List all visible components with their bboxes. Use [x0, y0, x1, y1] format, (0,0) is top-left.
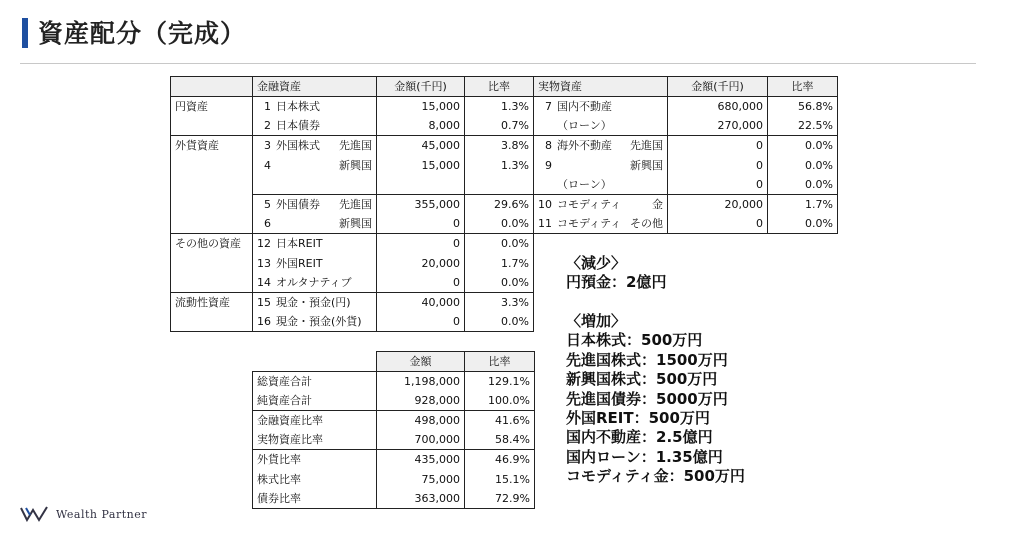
financial-asset-name: 現金・預金(外貨)	[276, 315, 362, 329]
header-physical-ratio: 比率	[768, 77, 838, 97]
table-header-row	[171, 77, 838, 97]
financial-asset-number: 14	[257, 275, 271, 289]
summary-row	[253, 372, 535, 392]
physical-asset-region: 金	[652, 198, 663, 212]
financial-amount-cell: 0	[377, 312, 465, 332]
financial-asset-cell	[253, 136, 377, 156]
category-cell	[171, 273, 253, 293]
financial-asset-number: 16	[257, 315, 271, 329]
category-cell	[171, 253, 253, 273]
financial-amount-cell: 0	[377, 273, 465, 293]
decrease-heading: 〈減少〉	[566, 254, 627, 272]
summary-amount-cell: 75,000	[377, 469, 465, 489]
financial-asset-region: 新興国	[339, 217, 372, 231]
financial-amount-cell: 15,000	[377, 155, 465, 175]
financial-asset-cell	[253, 253, 377, 273]
table-row	[171, 214, 838, 234]
financial-asset-number: 5	[264, 198, 271, 212]
summary-amount-cell: 928,000	[377, 391, 465, 411]
empty-cell	[534, 292, 838, 312]
category-cell: 流動性資産	[171, 292, 253, 312]
physical-asset-number: 7	[545, 100, 552, 114]
financial-asset-region: 先進国	[339, 198, 372, 212]
physical-amount-cell: 0	[668, 175, 768, 195]
company-logo	[20, 506, 147, 522]
page-title: 資産配分（完成）	[38, 19, 247, 48]
header-financial-assets: 金融資産	[253, 77, 377, 97]
summary-row	[253, 450, 535, 470]
increase-item: 先進国債券：5000万円	[566, 389, 728, 408]
table-row	[171, 292, 838, 312]
financial-ratio-cell: 0.7%	[465, 116, 534, 136]
financial-amount-cell	[377, 175, 465, 195]
summary-ratio-cell: 15.1%	[465, 469, 535, 489]
summary-label-cell: 債券比率	[253, 489, 377, 509]
financial-asset-cell	[253, 116, 377, 136]
summary-amount-cell: 363,000	[377, 489, 465, 509]
financial-ratio-cell	[465, 175, 534, 195]
summary-label-cell: 外貨比率	[253, 450, 377, 470]
category-cell	[171, 312, 253, 332]
financial-asset-name: 日本REIT	[276, 237, 323, 251]
financial-asset-name: 現金・預金(円)	[276, 295, 351, 309]
financial-ratio-cell: 0.0%	[465, 312, 534, 332]
financial-asset-number: 3	[264, 139, 271, 153]
table-row	[171, 194, 838, 214]
physical-asset-cell	[534, 214, 668, 234]
summary-row	[253, 469, 535, 489]
physical-asset-name: 国内不動産	[557, 100, 612, 114]
physical-amount-cell: 0	[668, 136, 768, 156]
physical-asset-name: コモディティ	[557, 198, 622, 212]
asset-rows	[171, 97, 838, 332]
physical-asset-name: （ローン）	[557, 177, 612, 191]
financial-ratio-cell: 29.6%	[465, 194, 534, 214]
financial-asset-number: 6	[264, 217, 271, 231]
physical-ratio-cell: 56.8%	[768, 97, 838, 117]
increase-item: 国内不動産：2.5億円	[566, 428, 713, 447]
summary-ratio-cell: 100.0%	[465, 391, 535, 411]
asset-allocation-table	[170, 76, 838, 332]
increase-heading: 〈増加〉	[566, 312, 627, 330]
financial-asset-cell	[253, 234, 377, 254]
increase-item: 先進国株式：1500万円	[566, 350, 728, 369]
wealth-partner-logo-icon	[20, 506, 50, 522]
financial-ratio-cell: 0.0%	[465, 234, 534, 254]
financial-ratio-cell: 3.8%	[465, 136, 534, 156]
summary-table	[252, 351, 535, 509]
increase-item: 国内ローン：1.35億円	[566, 447, 723, 466]
summary-header-blank	[253, 352, 377, 372]
physical-asset-region: その他	[630, 217, 663, 231]
physical-asset-cell	[534, 97, 668, 117]
physical-asset-cell	[534, 175, 668, 195]
physical-ratio-cell: 0.0%	[768, 136, 838, 156]
financial-amount-cell: 355,000	[377, 194, 465, 214]
table-row	[171, 116, 838, 136]
financial-asset-cell	[253, 97, 377, 117]
summary-ratio-cell: 41.6%	[465, 411, 535, 431]
summary-label-cell: 金融資産比率	[253, 411, 377, 431]
table-row	[171, 234, 838, 254]
header-ratio: 比率	[465, 77, 534, 97]
physical-asset-region: 先進国	[630, 139, 663, 153]
financial-asset-number: 4	[264, 158, 271, 172]
financial-asset-cell	[253, 292, 377, 312]
financial-amount-cell: 8,000	[377, 116, 465, 136]
financial-amount-cell: 45,000	[377, 136, 465, 156]
financial-asset-region: 新興国	[339, 158, 372, 172]
increase-item: 外国REIT：500万円	[566, 409, 710, 428]
physical-asset-name: （ローン）	[557, 119, 612, 133]
financial-ratio-cell: 1.7%	[465, 253, 534, 273]
summary-label-cell: 総資産合計	[253, 372, 377, 392]
financial-asset-number: 2	[264, 119, 271, 133]
physical-asset-number: 9	[545, 158, 552, 172]
physical-ratio-cell: 0.0%	[768, 155, 838, 175]
summary-ratio-cell: 129.1%	[465, 372, 535, 392]
summary-amount-cell: 1,198,000	[377, 372, 465, 392]
summary-header-row	[253, 352, 535, 372]
category-cell	[171, 214, 253, 234]
physical-asset-number: 8	[545, 139, 552, 153]
table-row	[171, 155, 838, 175]
summary-header-amount: 金額	[377, 352, 465, 372]
category-cell	[171, 116, 253, 136]
financial-amount-cell: 0	[377, 214, 465, 234]
financial-asset-name: 外国債券	[276, 198, 320, 212]
financial-asset-region: 先進国	[339, 139, 372, 153]
financial-ratio-cell: 3.3%	[465, 292, 534, 312]
increase-item: コモディティ金：500万円	[566, 467, 745, 486]
physical-amount-cell: 0	[668, 155, 768, 175]
empty-cell	[534, 234, 838, 254]
physical-amount-cell: 0	[668, 214, 768, 234]
financial-ratio-cell: 1.3%	[465, 155, 534, 175]
physical-amount-cell: 20,000	[668, 194, 768, 214]
physical-asset-name: コモディティ	[557, 217, 622, 231]
physical-ratio-cell: 0.0%	[768, 214, 838, 234]
financial-asset-number: 1	[264, 100, 271, 114]
table-row	[171, 97, 838, 117]
category-cell: その他の資産	[171, 234, 253, 254]
financial-asset-number: 15	[257, 295, 271, 309]
logo-text: Wealth Partner	[56, 507, 147, 521]
financial-asset-name: 外国株式	[276, 139, 320, 153]
table-row	[171, 175, 838, 195]
summary-row	[253, 391, 535, 411]
physical-amount-cell: 270,000	[668, 116, 768, 136]
financial-amount-cell: 40,000	[377, 292, 465, 312]
increase-item: 新興国株式：500万円	[566, 370, 718, 389]
financial-ratio-cell: 1.3%	[465, 97, 534, 117]
financial-asset-name: 日本株式	[276, 100, 320, 114]
financial-asset-cell	[253, 194, 377, 214]
physical-ratio-cell: 22.5%	[768, 116, 838, 136]
summary-row	[253, 489, 535, 509]
decrease-item: 円預金：2億円	[566, 273, 667, 292]
summary-amount-cell: 435,000	[377, 450, 465, 470]
summary-label-cell: 株式比率	[253, 469, 377, 489]
financial-ratio-cell: 0.0%	[465, 273, 534, 293]
summary-row	[253, 411, 535, 431]
category-cell: 外貨資産	[171, 136, 253, 156]
category-cell	[171, 175, 253, 195]
summary-header-ratio: 比率	[465, 352, 535, 372]
table-row	[171, 136, 838, 156]
increase-notes	[566, 312, 745, 487]
header-category	[171, 77, 253, 97]
physical-asset-cell	[534, 116, 668, 136]
physical-asset-name: 海外不動産	[557, 139, 612, 153]
increase-item: 日本株式：500万円	[566, 331, 703, 350]
financial-asset-cell	[253, 175, 377, 195]
physical-asset-region: 新興国	[630, 158, 663, 172]
physical-asset-number: 11	[538, 217, 552, 231]
title-divider	[20, 63, 976, 64]
summary-row	[253, 430, 535, 450]
physical-ratio-cell: 1.7%	[768, 194, 838, 214]
category-cell	[171, 194, 253, 214]
financial-asset-cell	[253, 312, 377, 332]
financial-ratio-cell: 0.0%	[465, 214, 534, 234]
summary-ratio-cell: 72.9%	[465, 489, 535, 509]
summary-label-cell: 純資産合計	[253, 391, 377, 411]
summary-label-cell: 実物資産比率	[253, 430, 377, 450]
header-amount: 金額(千円)	[377, 77, 465, 97]
financial-amount-cell: 20,000	[377, 253, 465, 273]
category-cell	[171, 155, 253, 175]
category-cell: 円資産	[171, 97, 253, 117]
financial-amount-cell: 0	[377, 234, 465, 254]
summary-amount-cell: 498,000	[377, 411, 465, 431]
financial-asset-name: 外国REIT	[276, 256, 323, 270]
financial-asset-number: 12	[257, 237, 271, 251]
physical-asset-cell	[534, 194, 668, 214]
physical-asset-number: 10	[538, 198, 552, 212]
summary-rows	[253, 372, 535, 509]
financial-asset-name: オルタナティブ	[276, 275, 352, 289]
physical-ratio-cell: 0.0%	[768, 175, 838, 195]
table-row	[171, 273, 838, 293]
header-physical-amount: 金額(千円)	[668, 77, 768, 97]
title-accent-bar	[22, 18, 28, 48]
summary-ratio-cell: 58.4%	[465, 430, 535, 450]
physical-asset-cell	[534, 136, 668, 156]
financial-asset-cell	[253, 155, 377, 175]
header-physical-assets: 実物資産	[534, 77, 668, 97]
financial-asset-name: 日本債券	[276, 119, 320, 133]
summary-amount-cell: 700,000	[377, 430, 465, 450]
financial-asset-number: 13	[257, 256, 271, 270]
summary-ratio-cell: 46.9%	[465, 450, 535, 470]
physical-amount-cell: 680,000	[668, 97, 768, 117]
table-row	[171, 253, 838, 273]
financial-amount-cell: 15,000	[377, 97, 465, 117]
physical-asset-cell	[534, 155, 668, 175]
financial-asset-cell	[253, 214, 377, 234]
financial-asset-cell	[253, 273, 377, 293]
decrease-notes	[566, 254, 666, 293]
